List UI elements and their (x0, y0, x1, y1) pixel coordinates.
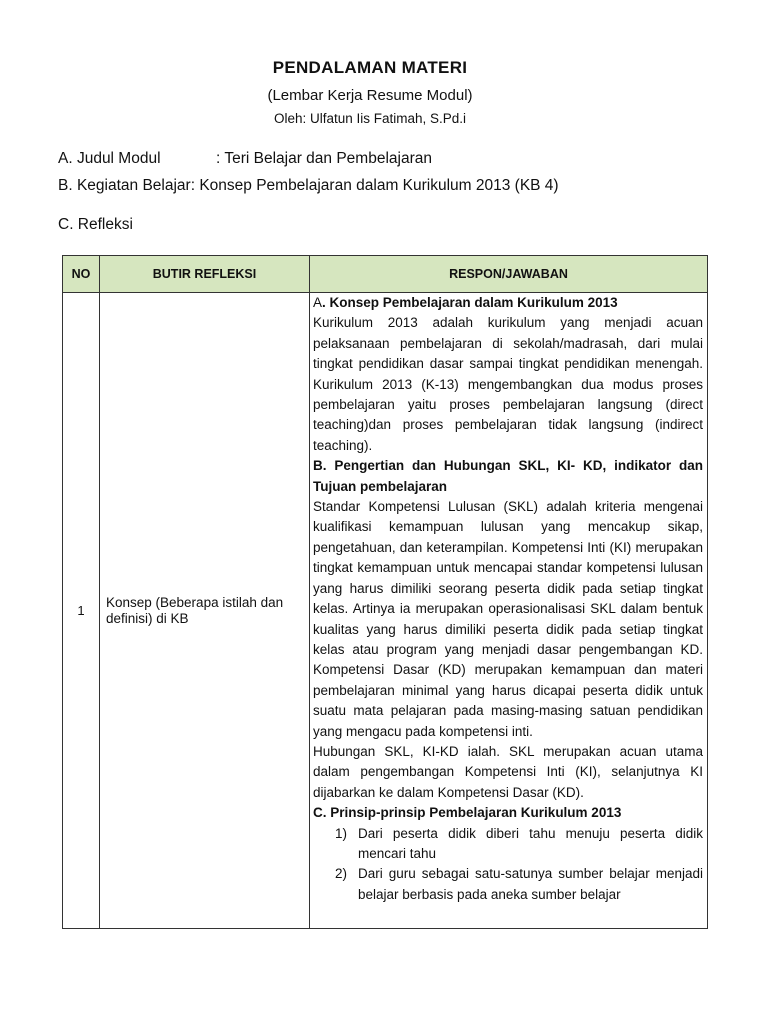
list-item (313, 824, 703, 865)
learning-activity-line (58, 177, 559, 195)
document-author: Oleh: Ulfatun Iis Fatimah, S.Pd.i (273, 111, 467, 126)
section-a-title: . Konsep Pembelajaran dalam Kurikulum 2013 (322, 295, 618, 310)
header-butir-refleksi: BUTIR REFLEKSI (100, 256, 310, 293)
section-a-letter: A (313, 295, 323, 310)
table-row (63, 293, 708, 929)
section-a-heading (313, 293, 703, 313)
module-title-line (58, 150, 432, 168)
prinsip-list (313, 824, 703, 906)
row-number: 1 (63, 293, 100, 929)
header-no: NO (63, 256, 100, 293)
section-a-text: Kurikulum 2013 adalah kurikulum yang menjadi acuan pelaksanaan pembelajaran di sekolah/madrasah, dari mulai tingkat pendidikan dasar sampai tingkat pendidikan menengah. Kurikulum 2013 (K-13) mengembangkan dua modus proses pembelajaran yaitu proses pembelajaran langsung (direct teaching)dan proses pembelajaran tidak langsung (indirect teaching). (313, 315, 703, 453)
reflection-heading: C. Refleksi (58, 216, 133, 233)
module-title-label: A. Judul Modul (58, 150, 161, 167)
learning-activity-value: : Konsep Pembelajaran dalam Kurikulum 2013 (KB 4) (190, 177, 559, 194)
section-b-text-1: Standar Kompetensi Lulusan (SKL) adalah kriteria mengenai kualifikasi kemampuan lulusan yang mencakup sikap, pengetahuan, dan keterampilan. Kompetensi Inti (KI) merupakan tingkat kemampuan untuk mencapai standar kompetensi lulusan yang harus dimiliki seorang peserta didik pada setiap tingkat kelas. Artinya ia merupakan operasionalisasi SKL dalam bentuk kualitas yang harus dimiliki peserta didik pada setiap tingkat kelas atau program yang menjadi dasar pengembangan KD. Kompetensi Dasar (KD) merupakan kemampuan dan materi pembelajaran minimal yang harus dicapai peserta didik untuk suatu mata pelajaran pada masing-masing satuan pendidikan yang mengacu pada kompetensi inti. (313, 499, 703, 739)
document-title: PENDALAMAN MATERI (272, 58, 468, 77)
table-header-row (63, 256, 708, 293)
reflection-table (62, 255, 708, 929)
list-item-number: 2) (335, 866, 348, 882)
list-item-number: 1) (335, 825, 348, 841)
list-item-text: Dari peserta didik diberi tahu menuju peserta didik mencari tahu (358, 825, 703, 861)
header-respon-jawaban: RESPON/JAWABAN (310, 256, 708, 293)
list-item-text: Dari guru sebagai satu-satunya sumber belajar menjadi belajar berbasis pada aneka sumber belajar (358, 866, 703, 902)
row-response (310, 293, 708, 929)
section-b-heading: B. Pengertian dan Hubungan SKL, KI- KD, indikator dan Tujuan pembelajaran (313, 458, 703, 494)
row-butir: Konsep (Beberapa istilah dan definisi) di KB (100, 293, 310, 929)
document-subtitle: (Lembar Kerja Resume Modul) (267, 87, 473, 104)
section-b-text-2: Hubungan SKL, KI-KD ialah. SKL merupakan acuan utama dalam pengembangan Kompetensi Inti (KI), selanjutnya KI dijabarkan ke dalam Kompetensi Dasar (KD). (313, 743, 703, 800)
list-item (313, 864, 703, 905)
section-c-heading: C. Prinsip-prinsip Pembelajaran Kurikulum 2013 (313, 805, 622, 821)
module-title-value: : Teri Belajar dan Pembelajaran (216, 150, 432, 167)
learning-activity-label: B. Kegiatan Belajar (58, 177, 191, 194)
